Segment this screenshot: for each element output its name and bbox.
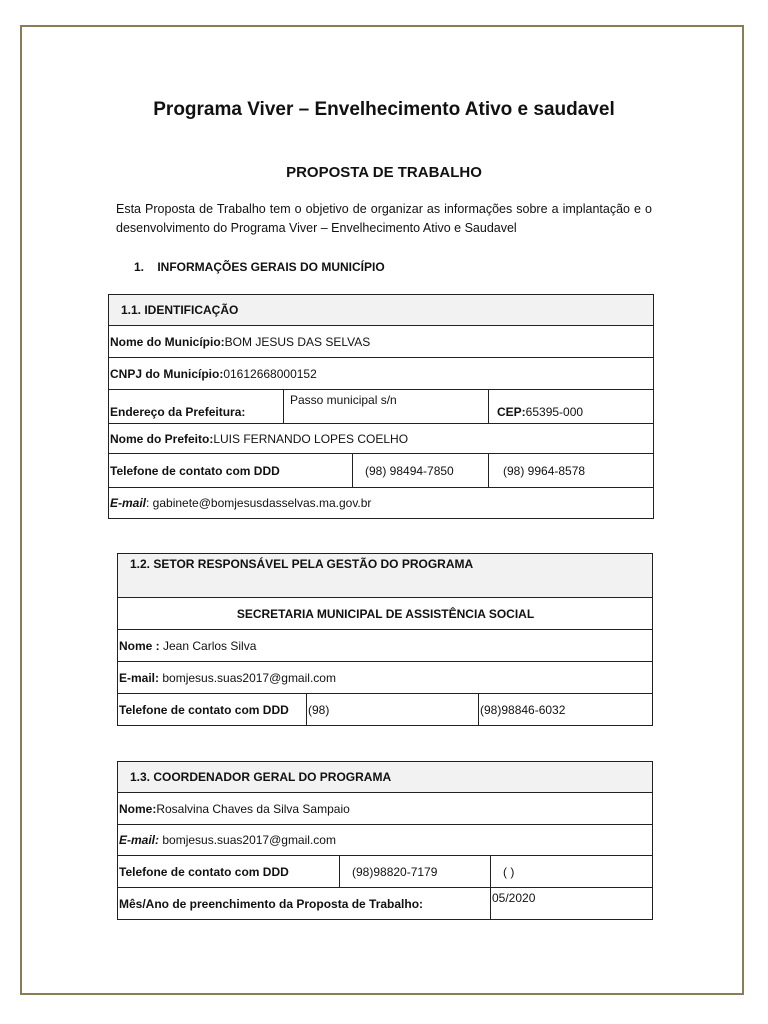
mes-ano-label: Mês/Ano de preenchimento da Proposta de Trabalho: [118,888,491,920]
table-row [118,662,653,694]
email-value: bomjesus.suas2017@gmail.com [159,833,336,847]
municipio-label: Nome do Município: [110,334,225,349]
nome-label: Nome: [119,801,157,816]
prefeito-label: Nome do Prefeito: [110,431,214,446]
identificacao-header: 1.1. IDENTIFICAÇÃO [109,295,654,326]
table-row [109,424,654,454]
setor-header: 1.2. SETOR RESPONSÁVEL PELA GESTÃO DO PROGRAMA [118,554,653,598]
table-row [118,793,653,825]
cnpj-label: CNPJ do Município: [110,366,224,381]
prefeito-cell[interactable] [109,424,654,454]
table-row [118,694,653,726]
table-row [118,856,653,888]
document-title: Programa Viver – Envelhecimento Ativo e saudavel [153,99,615,120]
telefone-2[interactable]: (98) 9964-8578 [489,454,654,488]
municipio-cell[interactable] [109,326,654,358]
endereco-value[interactable]: Passo municipal s/n [284,390,489,424]
nome-label: Nome : [119,638,160,653]
cnpj-value: 01612668000152 [223,366,317,381]
table-row [109,358,654,390]
telefone-2[interactable]: (98)98846-6032 [479,694,653,726]
email-label: E-mail: [119,670,160,685]
email-value: bomjesus.suas2017@gmail.com [159,670,336,685]
table-row [109,326,654,358]
section-heading [134,260,385,274]
table-row [109,454,654,488]
nome-value: Rosalvina Chaves da Silva Sampaio [156,801,350,816]
telefone-1[interactable]: (98) [307,694,479,726]
email-cell[interactable] [118,825,653,856]
telefone-1[interactable]: (98) 98494-7850 [353,454,489,488]
intro-paragraph: Esta Proposta de Trabalho tem o objetivo de organizar as informações sobre a implantação e o desenvolvimento do Programa Viver – Envelhecimento Ativo e Saudavel [116,202,652,235]
table-row [118,888,653,920]
section-title: INFORMAÇÕES GERAIS DO MUNICÍPIO [157,260,385,274]
email-cell[interactable] [109,488,654,519]
section-number: 1. [134,260,145,274]
table-row [109,390,654,424]
cnpj-cell[interactable] [109,358,654,390]
table-row [118,630,653,662]
document-subtitle: PROPOSTA DE TRABALHO [286,164,482,181]
email-value: : gabinete@bomjesusdasselvas.ma.gov.br [146,496,372,510]
secretaria-name: SECRETARIA MUNICIPAL DE ASSISTÊNCIA SOCIAL [118,598,653,630]
prefeito-value: LUIS FERNANDO LOPES COELHO [213,431,409,446]
endereco-label: Endereço da Prefeitura: [109,390,284,424]
cep-value: 65395-000 [525,405,584,419]
email-label: E-mail: [119,833,160,847]
nome-cell[interactable] [118,630,653,662]
cep-cell[interactable] [489,390,654,424]
email-label: E-mail [110,496,147,510]
telefone-label: Telefone de contato com DDD [118,694,307,726]
setor-table [117,553,653,726]
nome-value: Jean Carlos Silva [159,638,257,653]
email-cell[interactable] [118,662,653,694]
table-row [118,598,653,630]
cep-label: CEP: [497,405,526,419]
nome-cell[interactable] [118,793,653,825]
telefone-label: Telefone de contato com DDD [118,856,340,888]
municipio-value: BOM JESUS DAS SELVAS [224,334,371,349]
coordenador-table [117,761,653,920]
table-row [118,825,653,856]
mes-ano-value[interactable]: 05/2020 [491,888,653,920]
telefone-label: Telefone de contato com DDD [109,454,353,488]
table-row [109,488,654,519]
coordenador-header: 1.3. COORDENADOR GERAL DO PROGRAMA [118,762,653,793]
identificacao-table [108,294,654,519]
telefone-1[interactable]: (98)98820-7179 [340,856,491,888]
telefone-2[interactable]: ( ) [491,856,653,888]
